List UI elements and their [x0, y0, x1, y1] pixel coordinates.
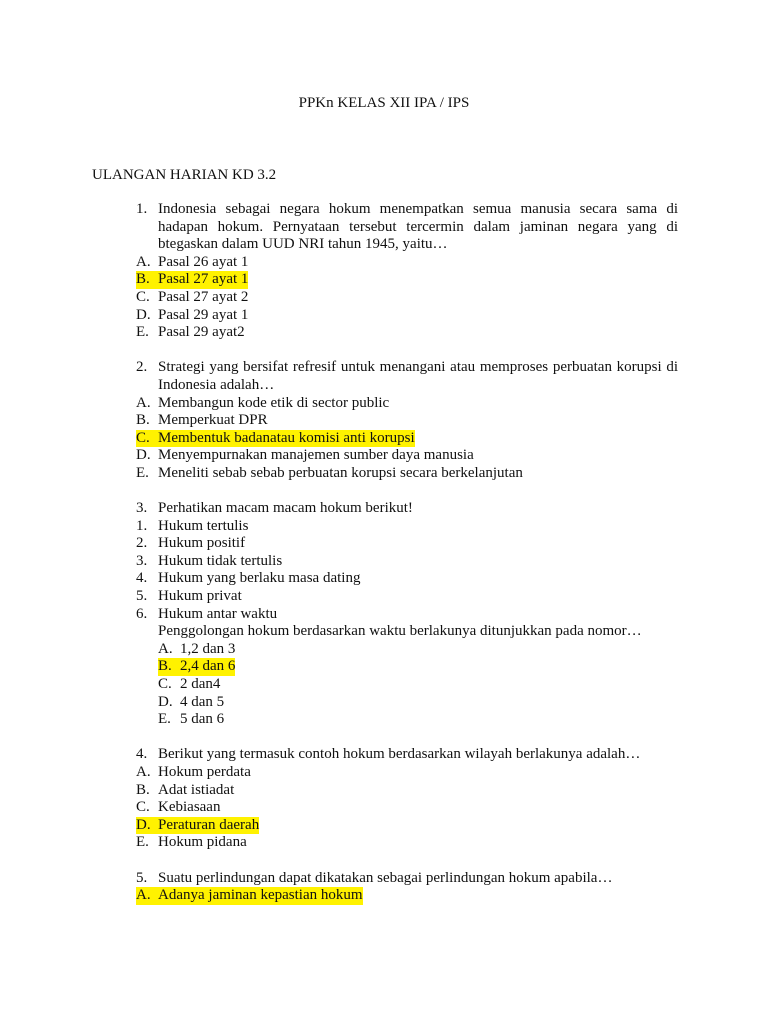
item-text: Hukum antar waktu [158, 605, 278, 622]
option-text: 2,4 dan 6 [180, 658, 236, 675]
option-c [136, 289, 678, 307]
item-text: Hukum positif [158, 535, 246, 552]
option-b [136, 782, 678, 800]
option-letter: A. [136, 253, 151, 270]
option-a [136, 395, 678, 413]
option-b [136, 412, 678, 430]
option-text: Adanya jaminan kepastian hokum [158, 887, 363, 904]
option-text: Pasal 26 ayat 1 [158, 253, 249, 270]
question-number: 5. [136, 869, 148, 886]
question-4 [136, 746, 678, 764]
option-letter: B. [158, 658, 172, 675]
list-item [136, 535, 678, 553]
option-text: Hokum perdata [158, 764, 251, 780]
option-b-highlighted [136, 658, 235, 676]
option-a-highlighted [136, 887, 363, 905]
spacer [136, 342, 678, 360]
option-text: Pasal 27 ayat 2 [158, 288, 249, 305]
option-letter: D. [158, 693, 173, 710]
option-text: Membangun kode etik di sector public [158, 394, 390, 411]
question-5 [136, 870, 678, 888]
option-letter: C. [136, 799, 150, 816]
highlight [158, 658, 235, 676]
option-text: Kebiasaan [158, 799, 221, 816]
option-text: 2 dan4 [180, 676, 221, 693]
list-item [136, 606, 678, 624]
question-list [136, 201, 678, 905]
list-item [136, 518, 678, 536]
document-title: PPKn KELAS XII IPA / IPS [298, 95, 470, 111]
option-text: Adat istiadat [158, 781, 235, 798]
item-text: Hukum tidak tertulis [158, 552, 283, 569]
option-text: Hokum pidana [158, 834, 247, 851]
option-e [136, 465, 678, 483]
list-item [136, 553, 678, 571]
option-letter: E. [136, 324, 149, 341]
option-e [136, 711, 678, 729]
option-letter: C. [158, 676, 172, 693]
question-text: Indonesia sebagai negara hokum menempatkan semua manusia secara sama di hadapan hokum. Pernyataan tersebut tercermin dalam jaminan negara yang di btegaskan dalam UUD NRI tahun 1945, yaitu… [158, 201, 678, 253]
question-3 [136, 500, 678, 518]
list-item [136, 570, 678, 588]
option-text: Peraturan daerah [158, 816, 260, 833]
option-d [136, 447, 678, 465]
option-text: Meneliti sebab sebab perbuatan korupsi secara berkelanjutan [158, 464, 523, 481]
option-letter: E. [136, 464, 149, 481]
question-text: Perhatikan macam macam hokum berikut! [158, 500, 413, 517]
exam-heading: ULANGAN HARIAN KD 3.2 [92, 167, 277, 183]
option-letter: B. [136, 271, 150, 288]
option-d-highlighted [136, 817, 259, 835]
option-text: Pasal 29 ayat2 [158, 324, 245, 341]
question-text: Suatu perlindungan dapat dikatakan sebagai perlindungan hokum apabila… [158, 869, 613, 886]
option-letter: A. [136, 764, 151, 780]
option-letter: D. [136, 306, 151, 323]
option-letter: A. [136, 887, 151, 904]
spacer [136, 852, 678, 870]
option-a [136, 254, 678, 272]
option-letter: B. [136, 781, 150, 798]
option-e [136, 324, 678, 342]
option-text: Membentuk badanatau komisi anti korupsi [158, 429, 415, 446]
option-text: 5 dan 6 [180, 711, 225, 728]
item-number: 1. [136, 517, 148, 534]
question-number: 2. [136, 359, 148, 376]
item-text: Hukum yang berlaku masa dating [158, 570, 361, 587]
option-letter: E. [136, 834, 149, 851]
option-letter: D. [136, 447, 151, 464]
option-b-highlighted [136, 271, 248, 289]
option-c [136, 676, 678, 694]
option-text: 4 dan 5 [180, 693, 225, 710]
question-prompt: Penggolongan hokum berdasarkan waktu berlakunya ditunjukkan pada nomor… [158, 623, 642, 640]
option-e [136, 834, 678, 852]
option-letter: C. [136, 288, 150, 305]
option-c [136, 799, 678, 817]
option-letter: A. [158, 640, 173, 657]
question-text: Berikut yang termasuk contoh hokum berdasarkan wilayah berlakunya adalah… [158, 746, 641, 763]
option-letter: E. [158, 711, 171, 728]
option-d [136, 694, 678, 712]
item-number: 3. [136, 552, 148, 569]
question-number: 3. [136, 500, 148, 517]
option-letter: D. [136, 816, 151, 833]
item-number: 5. [136, 588, 148, 605]
option-letter: A. [136, 394, 151, 411]
option-letter: B. [136, 412, 150, 429]
item-text: Hukum tertulis [158, 517, 249, 534]
option-text: Pasal 29 ayat 1 [158, 306, 249, 323]
option-a [136, 641, 678, 659]
spacer [136, 729, 678, 747]
item-number: 6. [136, 605, 148, 622]
option-d [136, 307, 678, 325]
question-number: 1. [136, 201, 148, 217]
option-text: 1,2 dan 3 [180, 640, 236, 657]
list-item [136, 588, 678, 606]
option-text: Pasal 27 ayat 1 [158, 271, 249, 288]
question-2 [136, 359, 678, 394]
option-text: Menyempurnakan manajemen sumber daya manusia [158, 447, 474, 464]
option-letter: C. [136, 429, 150, 446]
option-text: Memperkuat DPR [158, 412, 268, 429]
spacer [136, 483, 678, 501]
option-a [136, 764, 678, 782]
item-number: 4. [136, 570, 148, 587]
option-c-highlighted [136, 430, 415, 448]
question-text: Strategi yang bersifat refresif untuk menangani atau memproses perbuatan korupsi di Indonesia adalah… [158, 359, 678, 393]
item-text: Hukum privat [158, 588, 242, 605]
question-number: 4. [136, 746, 148, 763]
question-1 [136, 201, 678, 254]
item-number: 2. [136, 535, 148, 552]
